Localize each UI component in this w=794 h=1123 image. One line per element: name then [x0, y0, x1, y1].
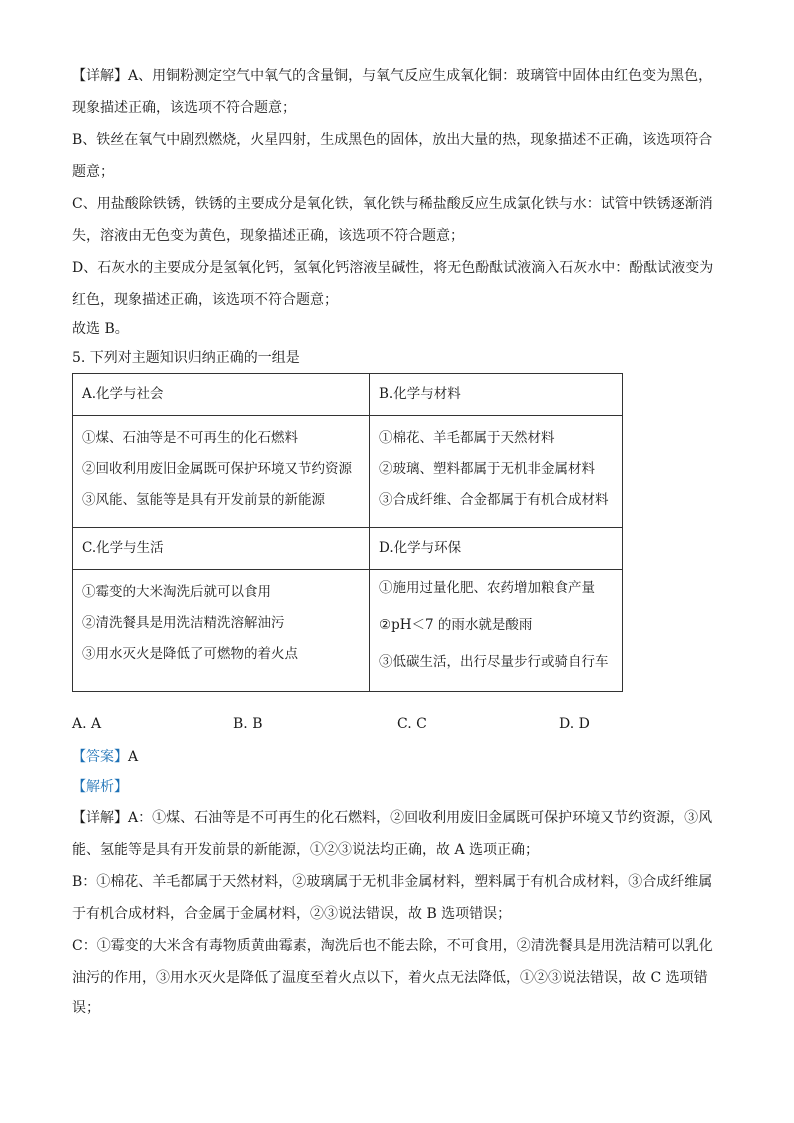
b-item-1: ①棉花、羊毛都属于天然材料: [379, 430, 555, 446]
explanation-line-5: C、用盐酸除铁锈，铁锈的主要成分是氧化铁，氧化铁与稀盐酸反应生成氯化铁与水：试管中铁锈逐渐消: [72, 196, 713, 212]
option-d[interactable]: D. D: [559, 716, 590, 732]
c-item-1: ①霉变的大米淘洗后就可以食用: [82, 584, 271, 600]
analysis-line-5: C：①霉变的大米含有毒物质黄曲霉素，淘洗后也不能去除，不可食用，②清洗餐具是用洗洁精可以乳化: [72, 938, 713, 954]
question-stem: 5. 下列对主题知识归纳正确的一组是: [72, 350, 300, 366]
d-item-2: ②pH＜7 的雨水就是酸雨: [379, 617, 533, 633]
cell-c-title: C.化学与生活: [73, 528, 370, 570]
analysis-line-1: 【详解】A：①煤、石油等是不可再生的化石燃料，②回收利用废旧金属既可保护环境又节约资源，③风: [72, 810, 713, 826]
answer-tag: 【答案】: [72, 749, 128, 765]
analysis-line-2: 能、氢能等是具有开发前景的新能源，①②③说法均正确，故 A 选项正确；: [72, 842, 540, 858]
analysis-line-6: 油污的作用，③用水灭火是降低了温度至着火点以下，着火点无法降低，①②③说法错误，故 C 选项错: [72, 970, 708, 986]
cell-d-items: [370, 570, 623, 692]
d-item-3: ③低碳生活，出行尽量步行或骑自行车: [379, 654, 609, 670]
cell-b-items: [370, 416, 623, 528]
answer-options: [72, 714, 672, 734]
d-item-1: ①施用过量化肥、农药增加粮食产量: [379, 580, 595, 596]
explanation-line-4: 题意；: [72, 164, 114, 180]
b-item-3: ③合成纤维、合金都属于有机合成材料: [379, 492, 609, 508]
c-item-3: ③用水灭火是降低了可燃物的着火点: [82, 646, 298, 662]
analysis-line-7: 误；: [72, 1000, 100, 1016]
analysis-tag: 【解析】: [72, 779, 128, 795]
answer-value: A: [128, 749, 139, 765]
option-c[interactable]: C. C: [397, 716, 427, 732]
answer-line: [72, 747, 138, 767]
explanation-line-2: 现象描述正确，该选项不符合题意；: [72, 100, 296, 116]
explanation-line-1: 【详解】A、用铜粉测定空气中氧气的含量铜，与氧气反应生成氧化铜：玻璃管中固体由红色变为黑色，: [72, 68, 713, 84]
conclusion-line: 故选 B。: [72, 321, 129, 337]
knowledge-table: [72, 373, 623, 692]
option-b[interactable]: B. B: [233, 716, 263, 732]
explanation-line-6: 失，溶液由无色变为黄色，现象描述正确，该选项不符合题意；: [72, 228, 464, 244]
a-item-3: ③风能、氢能等是具有开发前景的新能源: [82, 492, 325, 508]
cell-a-title: A.化学与社会: [73, 374, 370, 416]
explanation-line-8: 红色，现象描述正确，该选项不符合题意；: [72, 292, 338, 308]
a-item-1: ①煤、石油等是不可再生的化石燃料: [82, 430, 298, 446]
cell-b-title: B.化学与材料: [370, 374, 623, 416]
a-item-2: ②回收利用废旧金属既可保护环境又节约资源: [82, 461, 352, 477]
analysis-line-3: B：①棉花、羊毛都属于天然材料，②玻璃属于无机非金属材料，塑料属于有机合成材料，③合成纤维属: [72, 874, 713, 890]
cell-a-items: [73, 416, 370, 528]
c-item-2: ②清洗餐具是用洗洁精洗溶解油污: [82, 615, 285, 631]
cell-c-items: [73, 570, 370, 692]
b-item-2: ②玻璃、塑料都属于无机非金属材料: [379, 461, 595, 477]
explanation-line-7: D、石灰水的主要成分是氢氧化钙，氢氧化钙溶液呈碱性，将无色酚酞试液滴入石灰水中：酚酞试液变为: [72, 260, 714, 276]
option-a[interactable]: A. A: [72, 716, 102, 732]
cell-d-title: D.化学与环保: [370, 528, 623, 570]
analysis-line-4: 于有机合成材料，合金属于金属材料，②③说法错误，故 B 选项错误；: [72, 906, 512, 922]
analysis-heading: [72, 777, 128, 797]
explanation-line-3: B、铁丝在氧气中剧烈燃烧，火星四射，生成黑色的固体，放出大量的热，现象描述不正确，该选项符合: [72, 132, 713, 148]
